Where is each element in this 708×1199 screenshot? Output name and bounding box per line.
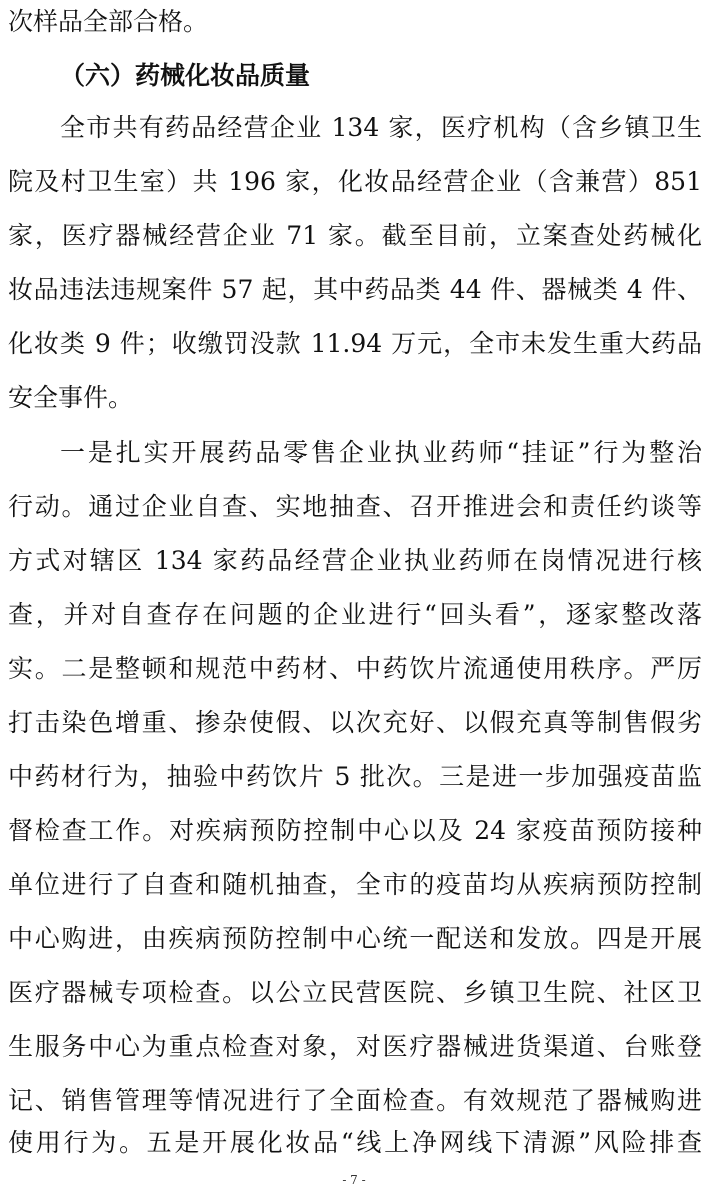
paragraph-line: 实。二是整顿和规范中药材、中药饮片流通使用秩序。严厉: [8, 654, 702, 683]
paragraph-line: 打击染色增重、掺杂使假、以次充好、以假充真等制售假劣: [8, 708, 702, 737]
paragraph-line: 生服务中心为重点检查对象，对医疗器械进货渠道、台账登: [8, 1032, 702, 1061]
paragraph-line: 记、销售管理等情况进行了全面检查。有效规范了器械购进: [8, 1086, 702, 1115]
paragraph-line: 全市共有药品经营企业 134 家，医疗机构（含乡镇卫生: [60, 113, 702, 142]
paragraph-line: 行动。通过企业自查、实地抽查、召开推进会和责任约谈等: [8, 492, 702, 521]
paragraph-line: 督检查工作。对疾病预防控制中心以及 24 家疫苗预防接种: [8, 816, 702, 845]
section-heading: （六）药械化妆品质量: [60, 61, 311, 90]
paragraph-line: 院及村卫生室）共 196 家，化妆品经营企业（含兼营）851: [8, 167, 702, 196]
paragraph-line: 家，医疗器械经营企业 71 家。截至目前，立案查处药械化: [8, 221, 702, 250]
paragraph-line: 使用行为。五是开展化妆品“线上净网线下清源”风险排查: [8, 1128, 702, 1157]
page-number: - 7 -: [342, 1173, 366, 1187]
paragraph-line: 妆品违法违规案件 57 起，其中药品类 44 件、器械类 4 件、: [8, 275, 702, 304]
paragraph-line: 化妆类 9 件；收缴罚没款 11.94 万元，全市未发生重大药品: [8, 329, 702, 358]
paragraph-line: 方式对辖区 134 家药品经营企业执业药师在岗情况进行核: [8, 546, 702, 575]
paragraph-line: 一是扎实开展药品零售企业执业药师“挂证”行为整治: [60, 438, 702, 467]
paragraph-line: 中心购进，由疾病预防控制中心统一配送和发放。四是开展: [8, 924, 702, 953]
paragraph-line: 医疗器械专项检查。以公立民营医院、乡镇卫生院、社区卫: [8, 978, 702, 1007]
paragraph-line: 安全事件。: [8, 383, 134, 412]
paragraph-line: 单位进行了自查和随机抽查，全市的疫苗均从疾病预防控制: [8, 870, 702, 899]
paragraph-line: 查，并对自查存在问题的企业进行“回头看”，逐家整改落: [8, 600, 702, 629]
continuation-line: 次样品全部合格。: [8, 7, 209, 36]
paragraph-line: 中药材行为，抽验中药饮片 5 批次。三是进一步加强疫苗监: [8, 762, 702, 791]
